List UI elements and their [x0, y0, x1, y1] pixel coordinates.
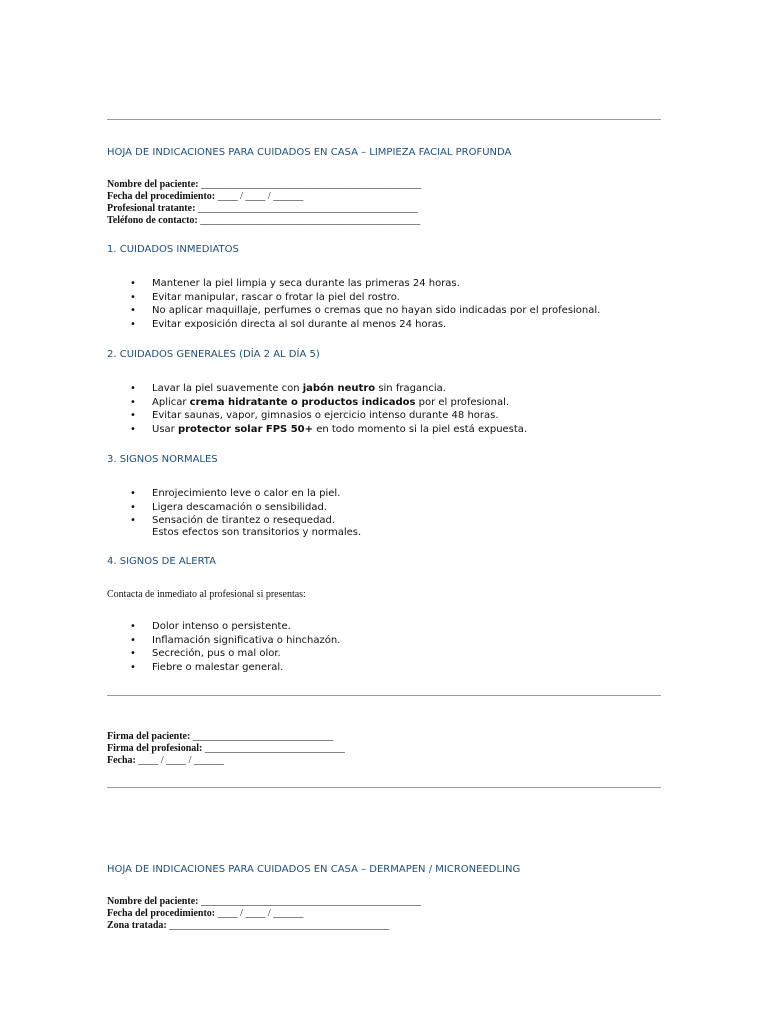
list-item: • Ligera descamación o sensibilidad.: [130, 501, 328, 513]
horizontal-rule: [107, 119, 661, 120]
section-heading-3: 3. SIGNOS NORMALES: [107, 454, 218, 465]
list-item: • Enrojecimiento leve o calor en la piel.: [130, 488, 341, 499]
doc-title-dermapen: HOJA DE INDICACIONES PARA CUIDADOS EN CASA – DERMAPEN / MICRONEEDLING: [107, 864, 521, 875]
bullet-icon: •: [130, 383, 136, 394]
bullet-icon: •: [130, 634, 136, 646]
list-item: • Evitar manipular, rascar o frotar la piel del rostro.: [130, 291, 400, 303]
list-item: • Sensación de tirantez o resequedad.: [130, 515, 336, 526]
field-professional-signature: Firma del profesional: ____________________________: [107, 743, 345, 754]
field-procedure-date: Fecha del procedimiento: ____ / ____ / ______: [107, 191, 304, 202]
bullet-icon: •: [130, 515, 136, 526]
bullet-icon: •: [130, 410, 136, 421]
list-item: • Aplicar crema hidratante o productos indicados por el profesional.: [130, 396, 510, 408]
list-item: • Usar protector solar FPS 50+ en todo momento si la piel está expuesta.: [130, 423, 528, 435]
section-list-3: [130, 487, 340, 528]
section-note-3: Estos efectos son transitorios y normales.: [152, 527, 362, 538]
list-item: • Evitar exposición directa al sol durante al menos 24 horas.: [130, 318, 447, 330]
field-patient-name: Nombre del paciente: ____________________________________________: [107, 896, 421, 907]
section-list-1: [130, 277, 600, 331]
field-treated-zone: Zona tratada: ____________________________________________: [107, 920, 390, 931]
bullet-icon: •: [130, 621, 136, 632]
horizontal-rule: [107, 787, 661, 788]
patient-fields-2: [107, 896, 421, 932]
bullet-icon: •: [130, 305, 136, 316]
bullet-icon: •: [130, 291, 136, 303]
bullet-icon: •: [130, 396, 136, 408]
field-phone: Teléfono de contacto: ____________________________________________: [107, 215, 421, 226]
section-intro-4: Contacta de inmediato al profesional si presentas:: [107, 589, 306, 600]
field-professional: Profesional tratante: ____________________________________________: [107, 203, 418, 214]
bullet-icon: •: [130, 423, 136, 435]
section-heading-2: 2. CUIDADOS GENERALES (DÍA 2 AL DÍA 5): [107, 349, 320, 360]
field-signature-date: Fecha: ____ / ____ / ______: [107, 755, 224, 766]
list-item: • Inflamación significativa o hinchazón.: [130, 634, 341, 646]
section-heading-1: 1. CUIDADOS INMEDIATOS: [107, 244, 239, 255]
field-patient-signature: Firma del paciente: ____________________________: [107, 731, 333, 742]
bullet-icon: •: [130, 318, 136, 330]
list-item: • No aplicar maquillaje, perfumes o cremas que no hayan sido indicadas por el profesional.: [130, 305, 601, 316]
list-item: • Lavar la piel suavemente con jabón neutro sin fragancia.: [130, 383, 446, 394]
bullet-icon: •: [130, 278, 136, 289]
list-item: • Evitar saunas, vapor, gimnasios o ejercicio intenso durante 48 horas.: [130, 410, 499, 421]
list-item: • Dolor intenso o persistente.: [130, 621, 291, 632]
section-list-2: [130, 382, 527, 436]
horizontal-rule: [107, 695, 661, 696]
list-item: • Fiebre o malestar general.: [130, 661, 284, 673]
field-procedure-date: Fecha del procedimiento: ____ / ____ / ______: [107, 908, 304, 919]
list-item: • Mantener la piel limpia y seca durante las primeras 24 horas.: [130, 278, 460, 289]
section-list-4: [130, 620, 340, 674]
section-heading-4: 4. SIGNOS DE ALERTA: [107, 556, 216, 567]
patient-fields-1: [107, 179, 421, 227]
list-item: • Secreción, pus o mal olor.: [130, 648, 281, 659]
signature-block: [107, 731, 345, 767]
doc-title-limpieza: HOJA DE INDICACIONES PARA CUIDADOS EN CASA – LIMPIEZA FACIAL PROFUNDA: [107, 147, 512, 158]
bullet-icon: •: [130, 488, 136, 499]
bullet-icon: •: [130, 661, 136, 673]
bullet-icon: •: [130, 501, 136, 513]
field-patient-name: Nombre del paciente: ____________________________________________: [107, 179, 421, 190]
bullet-icon: •: [130, 648, 136, 659]
